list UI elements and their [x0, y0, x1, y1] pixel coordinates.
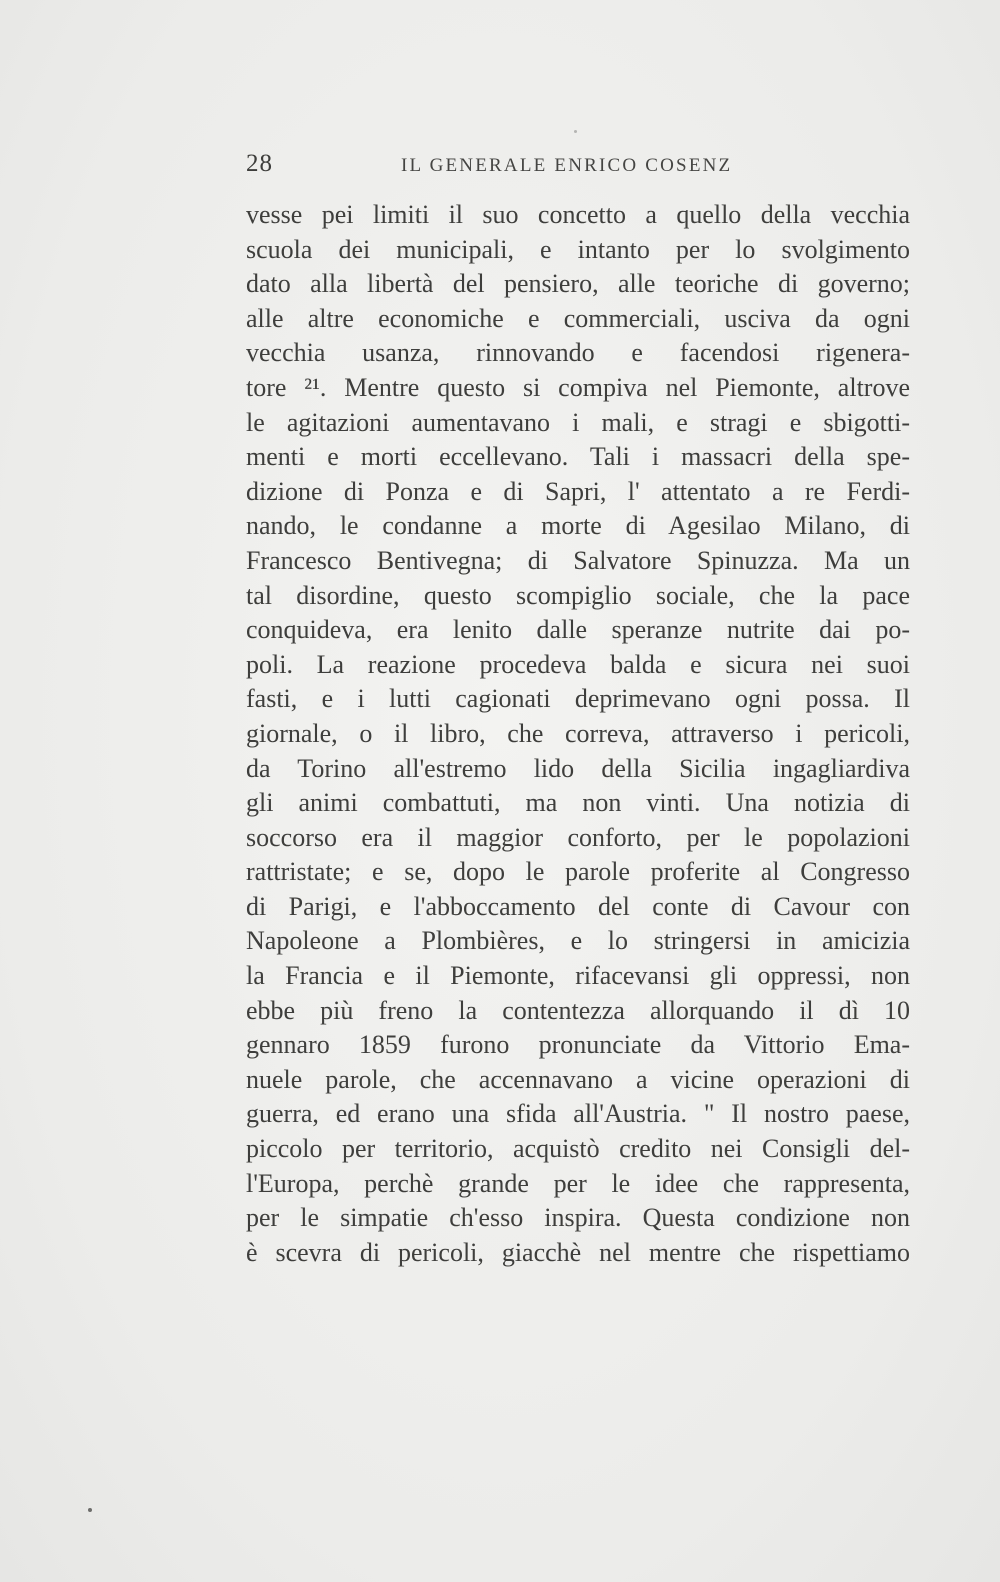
text-line: guerra, ed erano una sfida all'Austria. " Il nostro paese, [246, 1099, 910, 1129]
page-number: 28 [246, 150, 273, 177]
text-line: nando, le condanne a morte di Agesilao Milano, di [246, 511, 910, 541]
text-line: le agitazioni aumentavano i mali, e stragi e sbigotti- [246, 407, 910, 437]
text-line: fasti, e i lutti cagionati deprimevano ogni possa. Il [246, 684, 910, 714]
text-line: soccorso era il maggior conforto, per le popolazioni [246, 822, 910, 852]
text-line: menti e morti eccellevano. Tali i massacri della spe- [246, 442, 910, 472]
text-line: gennaro 1859 furono pronunciate da Vittorio Ema- [246, 1030, 910, 1060]
text-line: di Parigi, e l'abboccamento del conte di Cavour con [246, 891, 910, 921]
text-line: tore ²¹. Mentre questo si compiva nel Piemonte, altrove [246, 372, 910, 402]
text-line: dato alla libertà del pensiero, alle teoriche di governo; [246, 269, 910, 299]
text-line: nuele parole, che accennavano a vicine operazioni di [246, 1064, 910, 1094]
text-line: Napoleone a Plombières, e lo stringersi in amicizia [246, 926, 910, 956]
text-line: ebbe più freno la contentezza allorquando il dì 10 [246, 995, 910, 1025]
text-line: vesse pei limiti il suo concetto a quello della vecchia [246, 200, 910, 229]
text-line: piccolo per territorio, acquistò credito nei Consigli del- [246, 1134, 910, 1164]
text-line: per le simpatie ch'esso inspira. Questa condizione non [246, 1203, 910, 1233]
text-line: la Francia e il Piemonte, rifacevansi gli oppressi, non [246, 961, 910, 991]
text-line: conquideva, era lenito dalle speranze nutrite dai po- [246, 615, 910, 645]
paper-speck [574, 130, 577, 133]
text-line: dizione di Ponza e di Sapri, l' attentato a re Ferdi- [246, 476, 910, 506]
text-line: giornale, o il libro, che correva, attraverso i pericoli, [246, 718, 910, 748]
text-line: scuola dei municipali, e intanto per lo svolgimento [246, 234, 910, 264]
running-header [246, 150, 916, 190]
text-line: tal disordine, questo scompiglio sociale, che la pace [246, 580, 910, 610]
text-line: gli animi combattuti, ma non vinti. Una notizia di [246, 788, 910, 818]
body-text [246, 198, 910, 1270]
text-line: è scevra di pericoli, giacchè nel mentre che rispettiamo [246, 1237, 910, 1267]
text-line: Francesco Bentivegna; di Salvatore Spinuzza. Ma un [246, 545, 910, 575]
text-line: da Torino all'estremo lido della Sicilia ingagliardiva [246, 753, 910, 783]
running-title: IL GENERALE ENRICO COSENZ [401, 155, 733, 176]
text-line: poli. La reazione procedeva balda e sicura nei suoi [246, 649, 910, 679]
text-line: alle altre economiche e commerciali, usciva da ogni [246, 303, 910, 333]
paper-speck [88, 1508, 92, 1512]
text-line: rattristate; e se, dopo le parole proferite al Congresso [246, 857, 910, 887]
text-line: vecchia usanza, rinnovando e facendosi rigenera- [246, 338, 910, 368]
text-line: l'Europa, perchè grande per le idee che rappresenta, [246, 1168, 910, 1198]
